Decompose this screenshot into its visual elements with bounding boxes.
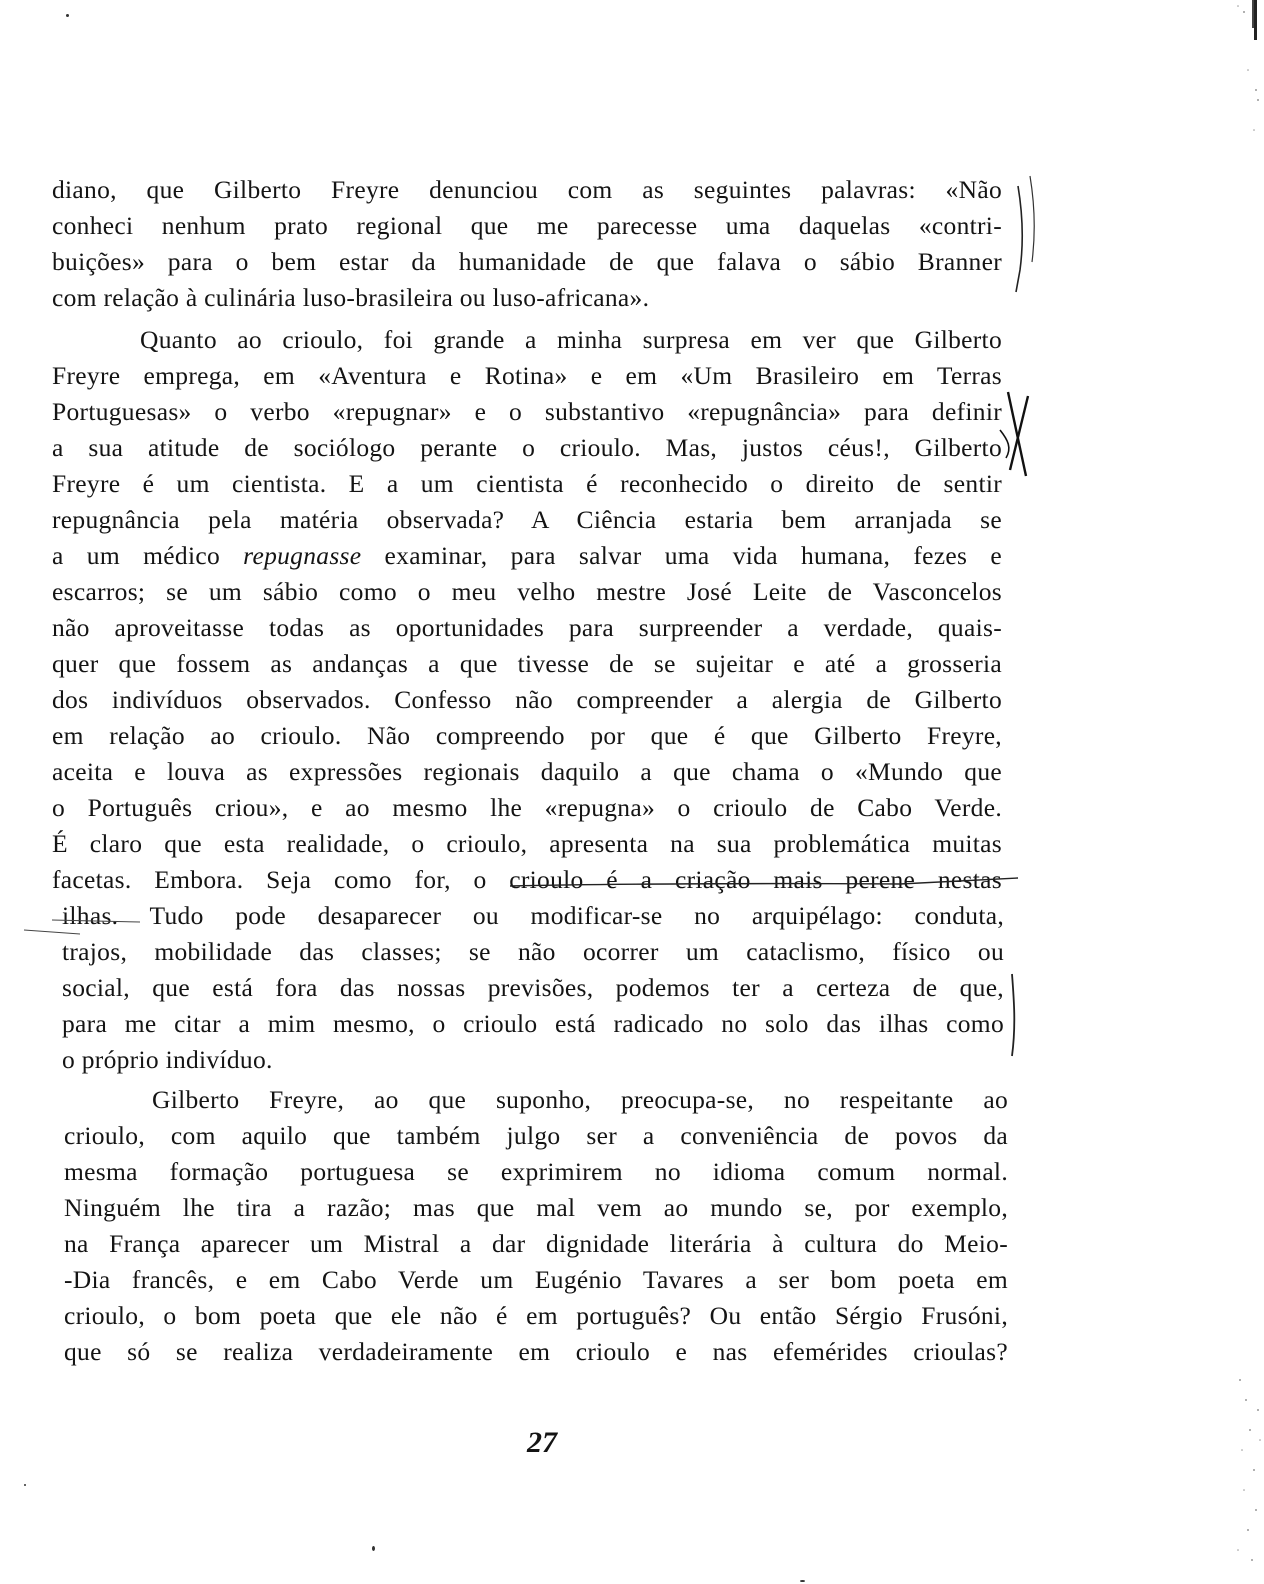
text-line: Freyre emprega, em «Aventura e Rotina» e em «Um Brasileiro em Terras bbox=[52, 361, 1002, 390]
text-line: o Português criou», e ao mesmo lhe «repugna» o crioulo de Cabo Verde. bbox=[52, 793, 1002, 822]
text-line-with-italic bbox=[52, 538, 1002, 574]
text-line: aceita e louva as expressões regionais daquilo a que chama o «Mundo que bbox=[52, 757, 1002, 786]
scan-speck bbox=[24, 1484, 26, 1486]
text-line: Freyre é um cientista. E a um cientista é reconhecido o direito de sentir bbox=[52, 469, 1002, 498]
text-line: a sua atitude de sociólogo perante o crioulo. Mas, justos céus!, Gilberto bbox=[52, 433, 1002, 462]
text-line: trajos, mobilidade das classes; se não ocorrer um cataclismo, físico ou bbox=[62, 937, 1004, 966]
text-line: É claro que esta realidade, o crioulo, apresenta na sua problemática muitas bbox=[52, 829, 1002, 858]
text-line: mesma formação portuguesa se exprimirem no idioma comum normal. bbox=[64, 1157, 1008, 1186]
cross-mark bbox=[1008, 392, 1026, 476]
text-line: o próprio indivíduo. bbox=[62, 1045, 273, 1074]
scan-speck bbox=[66, 14, 69, 17]
text-line: na França aparecer um Mistral a dar dignidade literária à cultura do Meio- bbox=[64, 1229, 1008, 1258]
paragraph-first-line: Gilberto Freyre, ao que suponho, preocupa-se, no respeitante ao bbox=[152, 1085, 1008, 1114]
italic-word: repugnasse bbox=[243, 541, 362, 570]
text-line: não aproveitasse todas as oportunidades para surpreender a verdade, quais- bbox=[52, 613, 1002, 642]
text-line: conheci nenhum prato regional que me parecesse uma daquelas «contri- bbox=[52, 211, 1002, 240]
text-line: crioulo, o bom poeta que ele não é em português? Ou então Sérgio Frusóni, bbox=[64, 1301, 1008, 1330]
text-line: social, que está fora das nossas previsões, podemos ter a certeza de que, bbox=[62, 973, 1004, 1002]
text-line: com relação à culinária luso-brasileira ou luso-africana». bbox=[52, 283, 650, 312]
cross-mark bbox=[1010, 396, 1028, 470]
text-line: crioulo, com aquilo que também julgo ser a conveniência de povos da bbox=[64, 1121, 1008, 1150]
text-line: repugnância pela matéria observada? A Ciência estaria bem arranjada se bbox=[52, 505, 1002, 534]
text-line: que só se realiza verdadeiramente em crioulo e nas efemérides crioulas? bbox=[64, 1337, 1008, 1366]
text-line: escarros; se um sábio como o meu velho mestre José Leite de Vasconcelos bbox=[52, 577, 1002, 606]
text-line: Portuguesas» o verbo «repugnar» e o substantivo «repugnância» para definir bbox=[52, 397, 1002, 426]
text-line: facetas. Embora. Seja como for, o crioulo é a criação mais perene nestas bbox=[52, 865, 1002, 894]
text-fragment: examinar, para salvar uma vida humana, fezes e bbox=[361, 541, 1002, 570]
margin-bracket-mark bbox=[1030, 176, 1034, 262]
text-line: diano, que Gilberto Freyre denunciou com as seguintes palavras: «Não bbox=[52, 175, 1002, 204]
text-line: em relação ao crioulo. Não compreendo por que é que Gilberto Freyre, bbox=[52, 721, 1002, 750]
margin-bracket-mark bbox=[1016, 186, 1022, 292]
text-fragment: a um médico bbox=[52, 541, 244, 570]
text-line: -Dia francês, e em Cabo Verde um Eugénio Tavares a ser bom poeta em bbox=[64, 1265, 1008, 1294]
scan-speck bbox=[800, 1580, 805, 1582]
paragraph-first-line: Quanto ao crioulo, foi grande a minha surpresa em ver que Gilberto bbox=[140, 325, 1002, 354]
scan-speck bbox=[372, 1546, 375, 1551]
text-line: quer que fossem as andanças a que tivesse de se sujeitar e até a grosseria bbox=[52, 649, 1002, 678]
scanned-page-edge bbox=[1234, 0, 1264, 1584]
page-number: 27 bbox=[527, 1426, 557, 1459]
margin-bracket-mark bbox=[1012, 974, 1014, 1056]
text-line: ilhas. Tudo pode desaparecer ou modificar-se no arquipélago: conduta, bbox=[62, 901, 1004, 930]
text-line: dos indivíduos observados. Confesso não compreender a alergia de Gilberto bbox=[52, 685, 1002, 714]
text-line: Ninguém lhe tira a razão; mas que mal vem ao mundo se, por exemplo, bbox=[64, 1193, 1008, 1222]
text-line: para me citar a mim mesmo, o crioulo está radicado no solo das ilhas como bbox=[62, 1009, 1004, 1038]
text-line: buições» para o bem estar da humanidade de que falava o sábio Branner bbox=[52, 247, 1002, 276]
